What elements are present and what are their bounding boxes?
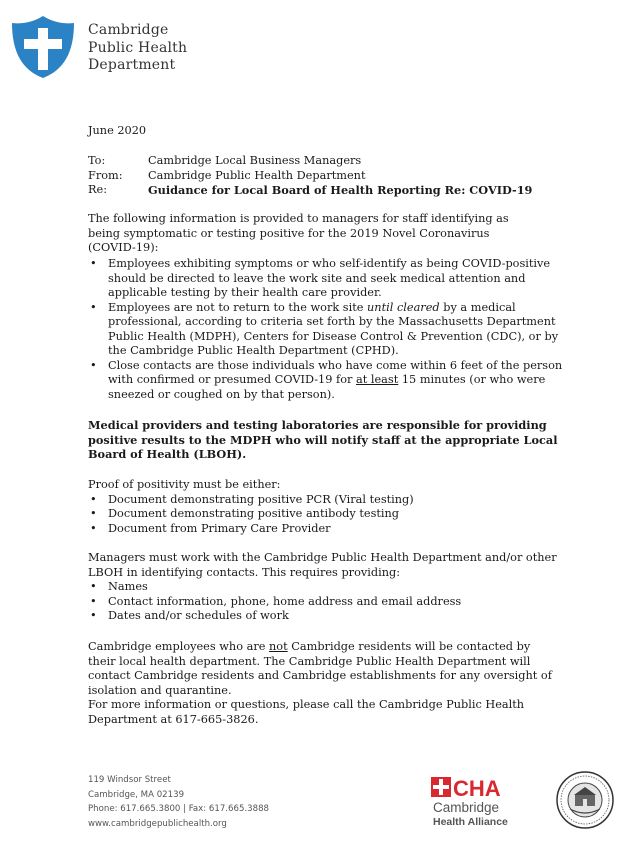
footer-phone-fax: Phone: 617.665.3800 | Fax: 617.665.3888 — [88, 804, 270, 814]
org-name-line1: Cambridge — [88, 22, 169, 38]
providers-paragraph: Medical providers and testing laboratories are responsible for providing positive results to the MDPH who will notify staff at the appropriate Local Board of Health (LBOH). — [88, 418, 558, 461]
list-item: • Document demonstrating positive PCR (Viral testing) — [88, 493, 558, 508]
list-item: • Document demonstrating positive antibody testing — [88, 507, 558, 522]
org-name — [88, 22, 187, 75]
memo-from-value: Cambridge Public Health Department — [148, 168, 366, 182]
bullet-return-pre: Employees are not to return to the work site — [108, 300, 368, 314]
memo-re-row — [88, 183, 588, 198]
memo-to-value: Cambridge Local Business Managers — [148, 154, 362, 167]
bullet-return-post: by a medical professional, according to criteria set forth by the Massachusetts Department Public Health (MDPH), Centers for Disease Control & Prevention (CDC), or by the Cambridge Public Health Department (CPHD). — [108, 300, 559, 357]
footer-street: 119 Windsor Street — [88, 775, 171, 785]
list-item — [88, 359, 574, 403]
cha-mark-text: CHA — [453, 776, 501, 801]
cha-logo — [431, 775, 523, 831]
list-item: • Names — [88, 580, 574, 595]
bullet-return-emphasis: until cleared — [367, 300, 440, 314]
list-item — [88, 257, 574, 301]
bullet-contacts-pre: Close contacts are those individuals who have come within 6 feet of the person with confirmed or presumed COVID-19 for — [108, 358, 563, 386]
guidance-bullets — [88, 257, 574, 402]
bullet-contacts-post: 15 minutes (or who were sneezed or coughed on by that person). — [108, 373, 546, 401]
contact-paragraph: For more information or questions, please call the Cambridge Public Health Department at 617-665-3826. — [88, 698, 525, 726]
memo-header — [88, 154, 588, 198]
city-seal-icon — [556, 771, 614, 829]
list-item: • Document from Primary Care Provider — [88, 522, 558, 537]
employees-paragraph — [88, 640, 558, 698]
managers-heading: Managers must work with the Cambridge Public Health Department and/or other LBOH in identifying contacts. This requires providing: — [88, 551, 557, 579]
footer-website-link[interactable]: www.cambridgepublichealth.org — [88, 818, 227, 829]
intro-paragraph: The following information is provided to managers for staff identifying as being symptomatic or testing positive for the 2019 Novel Coronavirus (COVID-19): — [88, 212, 509, 254]
cphd-shield-logo — [10, 14, 76, 80]
memo-subject: Guidance for Local Board of Health Reporting Re: COVID-19 — [148, 183, 533, 197]
memo-from-row — [88, 169, 588, 184]
proof-section — [88, 478, 558, 536]
memo-to-label: To: — [88, 154, 106, 167]
list-item: • Dates and/or schedules of work — [88, 609, 574, 624]
letter-date: June 2020 — [88, 124, 147, 137]
cha-line2: Health Alliance — [433, 816, 508, 828]
cha-line1: Cambridge — [433, 800, 500, 815]
memo-from-label: From: — [88, 168, 123, 182]
footer-city: Cambridge, MA 02139 — [88, 789, 185, 800]
org-name-line3: Department — [88, 57, 176, 73]
employees-post: Cambridge residents will be contacted by their local health department. The Cambridge Public Health Department will contact Cambridge residents and Cambridge establishments for any oversight of isolation and quarantine. — [88, 640, 552, 697]
list-item: • Contact information, phone, home address and email address — [88, 595, 574, 610]
bullet-contacts-underline: at least — [356, 373, 399, 386]
list-item — [88, 301, 574, 359]
bullet-symptoms: Employees exhibiting symptoms or who self-identify as being COVID-positive should be directed to leave the work site and seek medical attention and applicable testing by their health care provider. — [108, 257, 551, 299]
proof-heading: Proof of positivity must be either: — [88, 478, 281, 491]
employees-pre: Cambridge employees who are — [88, 640, 270, 653]
memo-to-row — [88, 154, 588, 169]
org-name-line2: Public Health — [88, 39, 188, 56]
managers-section — [88, 551, 574, 624]
employees-underline: not — [269, 640, 288, 653]
footer-address — [88, 773, 269, 831]
memo-re-label: Re: — [88, 183, 107, 196]
